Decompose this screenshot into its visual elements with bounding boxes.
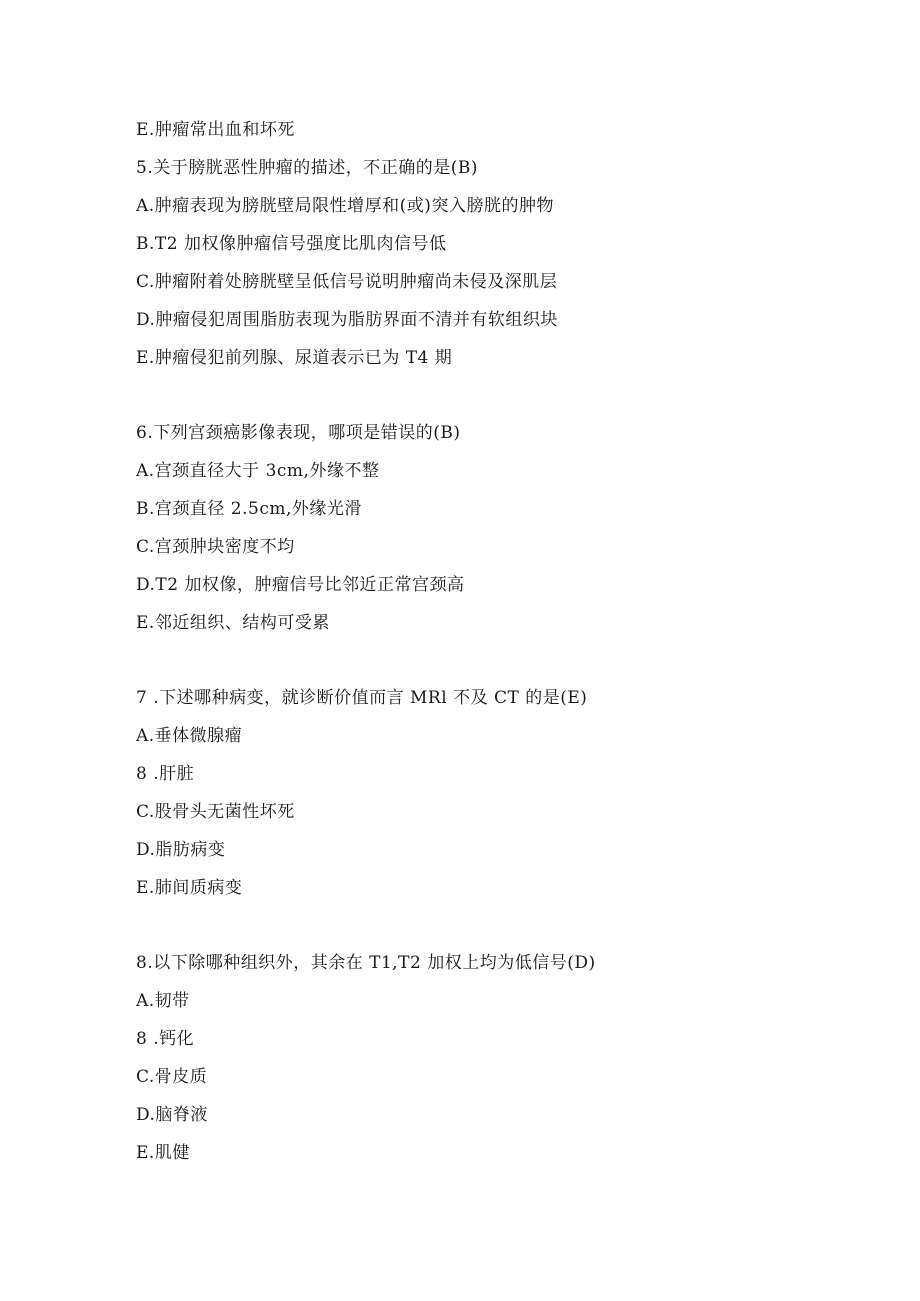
option-line: C.骨皮质 [136, 1067, 208, 1087]
option-line: C.宫颈肿块密度不均 [136, 537, 295, 557]
option-line: D.肿瘤侵犯周围脂肪表现为脂肪界面不清并有软组织块 [136, 310, 558, 330]
option-line: E.肌健 [136, 1143, 190, 1163]
option-line: D.脑脊液 [136, 1105, 208, 1125]
option-line: A.宫颈直径大于 3cm,外缘不整 [136, 461, 380, 481]
question-line: 7 .下述哪种病变，就诊断价值而言 MRl 不及 CT 的是(E) [136, 688, 588, 708]
option-line: E.邻近组织、结构可受累 [136, 613, 330, 633]
option-line: D.T2 加权像，肿瘤信号比邻近正常宫颈高 [136, 575, 465, 595]
question-line: 5.关于膀胱恶性肿瘤的描述，不正确的是(B) [136, 158, 478, 178]
option-line: A.垂体微腺瘤 [136, 726, 243, 746]
question-line: 6.下列宫颈癌影像表现，哪项是错误的(B) [136, 423, 461, 443]
option-line: E.肿瘤常出血和坏死 [136, 120, 295, 140]
option-line: B.宫颈直径 2.5cm,外缘光滑 [136, 499, 362, 519]
option-line: B.T2 加权像肿瘤信号强度比肌肉信号低 [136, 234, 447, 254]
option-line: E.肺间质病变 [136, 878, 243, 898]
option-line: E.肿瘤侵犯前列腺、尿道表示已为 T4 期 [136, 348, 453, 368]
option-line: C.股骨头无菌性坏死 [136, 802, 295, 822]
option-line: A.韧带 [136, 991, 190, 1011]
option-line: D.脂肪病变 [136, 840, 226, 860]
option-line: 8 .钙化 [136, 1029, 195, 1049]
option-line: 8 .肝脏 [136, 764, 195, 784]
option-line: C.肿瘤附着处膀胱壁呈低信号说明肿瘤尚未侵及深肌层 [136, 272, 558, 292]
question-line: 8.以下除哪种组织外，其余在 T1,T2 加权上均为低信号(D) [136, 953, 596, 973]
option-line: A.肿瘤表现为膀胱壁局限性增厚和(或)突入膀胱的肿物 [136, 196, 554, 216]
